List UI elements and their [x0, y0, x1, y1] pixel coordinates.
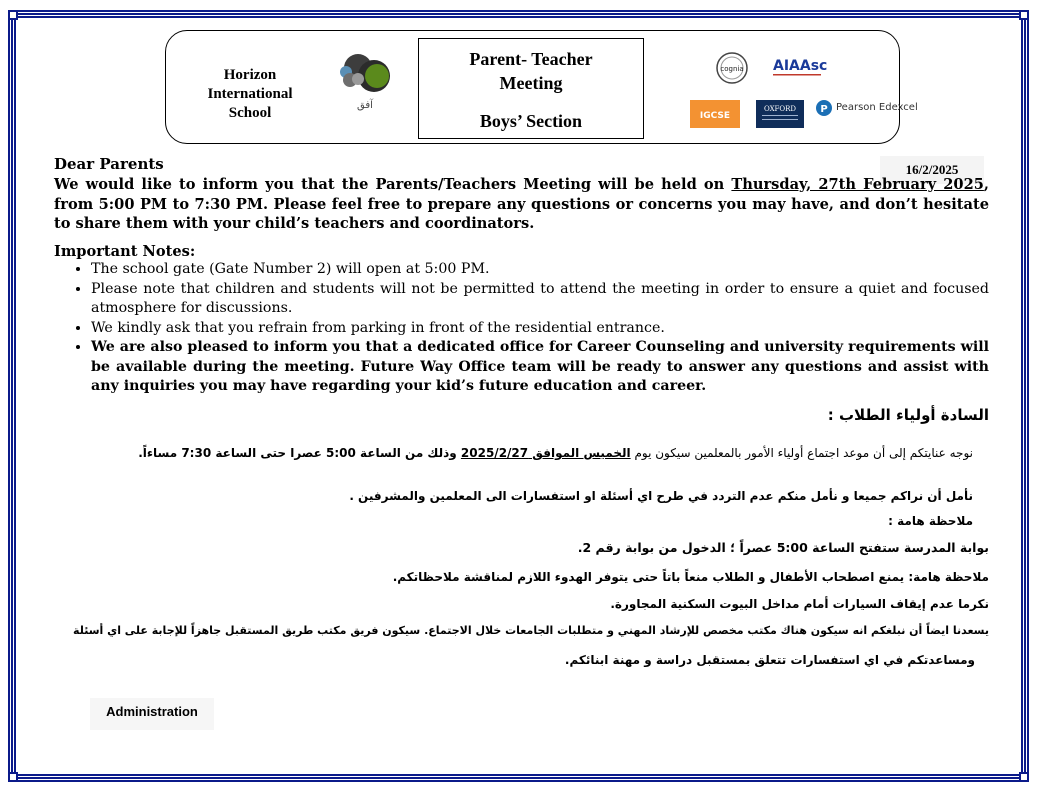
- accreditation-logos: [686, 48, 918, 138]
- invitation-ar: نأمل أن نراكم جميعا و نأمل منكم عدم التردد في طرح اي أسئلة او استفسارات الى المعلمين والمشرفين .: [349, 489, 973, 503]
- note-ar-career-2: ومساعدتكم في اي استفسارات تتعلق بمستقبل دراسة و مهنة ابنائكم.: [564, 653, 975, 667]
- note-item: • The school gate (Gate Number 2) will open at 5:00 PM.: [91, 260, 989, 280]
- meeting-title: Parent- Teacher Meeting: [469, 49, 593, 93]
- letter-date: 16/2/2025: [880, 156, 984, 184]
- intro-paragraph-en: We would like to inform you that the Parents/Teachers Meeting will be held on Thursday, 27th February 2025, from 5:00 PM to 7:30 PM. Please feel free to prepare any questions or concerns you may have, and don’t hesitate to share them with your child’s teachers and coordinators.: [54, 176, 989, 232]
- meeting-date-en: Thursday, 27th February 2025: [731, 176, 984, 193]
- intro-ar: نوجه عنايتكم إلى أن موعد اجتماع أولياء الأمور بالمعلمين سيكون يوم الخميس الموافق 2025/2/27 وذلك من الساعة 5:00 عصرا حتى الساعة 7:30 مساءاً.: [138, 446, 973, 460]
- svg-text:IGCSE: IGCSE: [699, 111, 731, 121]
- corner-ornament-bottom-left: [8, 772, 18, 782]
- important-notes-list: [54, 260, 989, 397]
- signature-administration: Administration: [90, 698, 214, 730]
- school-logo-text: آفق: [357, 100, 373, 111]
- aiaasc-logo: [773, 58, 827, 76]
- corner-ornament-top-left: [8, 10, 18, 20]
- svg-text:cognia: cognia: [720, 65, 744, 73]
- svg-text:AIAAsc: AIAAsc: [773, 58, 828, 74]
- note-ar-gate: بوابة المدرسة ستفتح الساعة 5:00 عصراً ؛ الدخول من بوابة رقم 2.: [577, 540, 989, 555]
- note-ar-career-1: يسعدنا ايضاً أن نبلغكم انه سيكون هناك مكتب مخصص للإرشاد المهني و متطلبات الجامعات خلال الاجتماع. سيكون فريق مكتب طريق المستقبل جاهزاً للإجابة على اي أسئلة: [73, 624, 989, 637]
- greeting-ar: السادة أولياء الطلاب :: [827, 406, 989, 424]
- svg-text:P: P: [820, 104, 828, 115]
- corner-ornament-bottom-right: [1019, 772, 1029, 782]
- igcse-logo: [690, 100, 740, 128]
- svg-text:Pearson Edexcel: Pearson Edexcel: [836, 102, 918, 113]
- corner-ornament-top-right: [1019, 10, 1029, 20]
- note-ar-children: ملاحظة هامة: يمنع اصطحاب الأطفال و الطلاب منعاً باتاً حتى يتوفر الهدوء اللازم لمناقشة ملاحظاتكم.: [392, 570, 989, 584]
- note-item: • We are also pleased to inform you that a dedicated office for Career Counseling and university requirements will be available during the meeting. Future Way Office team will be ready to answer any questions and assist with any inquiries you may have regarding your kid’s future education and career.: [91, 338, 989, 397]
- school-logo: [332, 50, 398, 112]
- cognia-logo: [717, 53, 747, 83]
- section-title: Boys’ Section: [479, 111, 583, 131]
- oxford-logo: [756, 100, 804, 128]
- notes-title-ar: ملاحظة هامة :: [888, 514, 973, 528]
- greeting-en: Dear Parents: [54, 155, 164, 173]
- meeting-date-ar: الخميس الموافق 2025/2/27: [460, 446, 631, 460]
- svg-text:OXFORD: OXFORD: [763, 105, 797, 113]
- note-item: • Please note that children and students will not be permitted to attend the meeting in order to ensure a quiet and focused atmosphere for discussions.: [91, 280, 989, 319]
- note-ar-parking: نكرما عدم إيقاف السيارات أمام مداخل البيوت السكنية المجاورة.: [610, 597, 989, 611]
- meeting-title-box: [418, 38, 644, 139]
- school-name: Horizon International School: [207, 67, 293, 121]
- important-notes-title: Important Notes:: [54, 243, 196, 260]
- note-item: • We kindly ask that you refrain from parking in front of the residential entrance.: [91, 319, 989, 339]
